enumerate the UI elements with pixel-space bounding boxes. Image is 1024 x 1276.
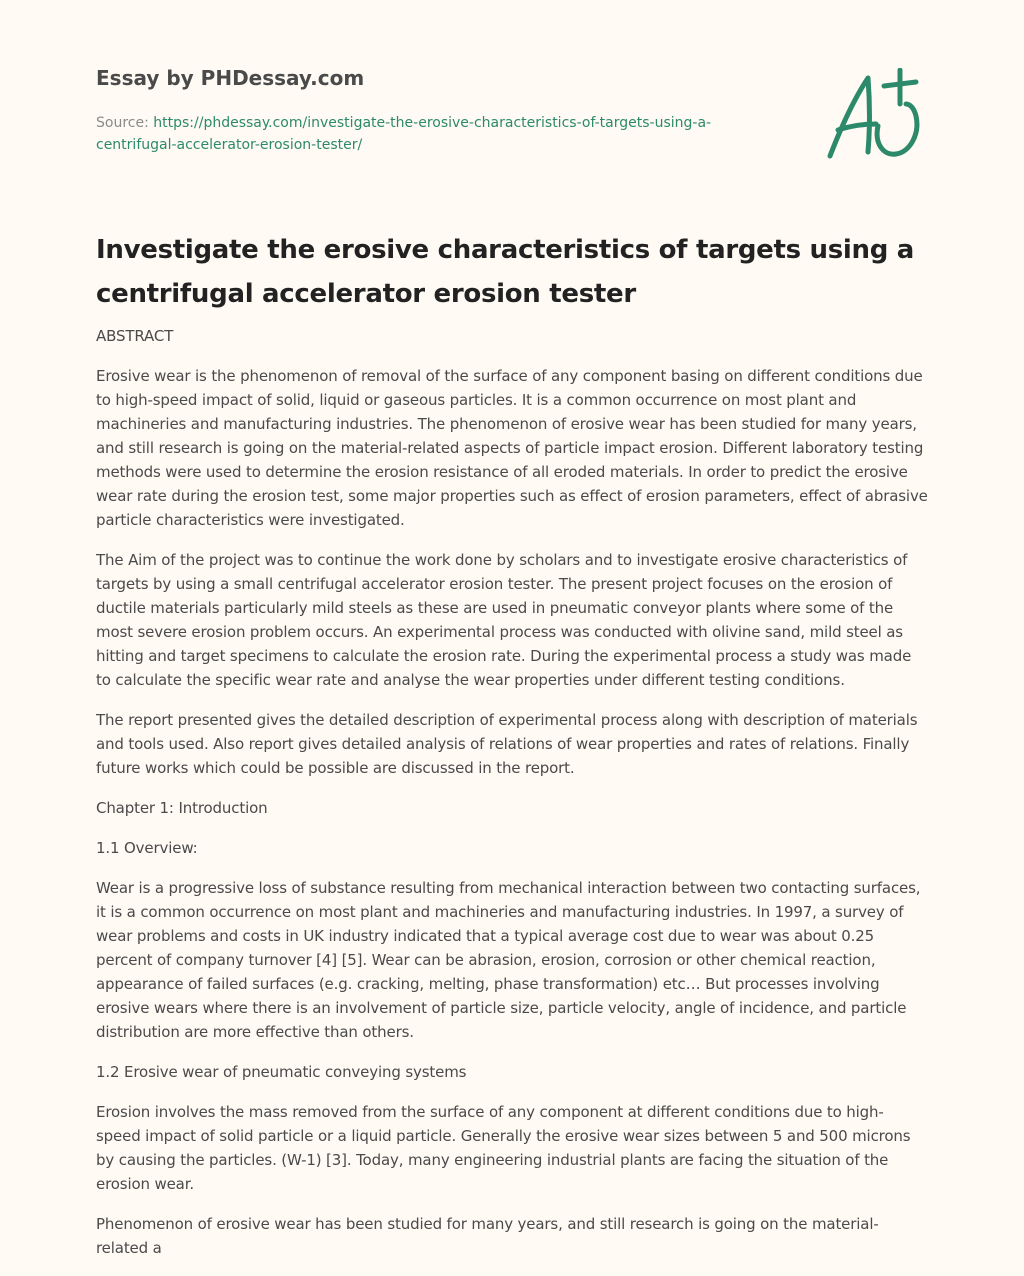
paragraph-abstract-heading: ABSTRACT (96, 327, 174, 345)
a-plus-logo-icon (824, 68, 928, 164)
source-link[interactable]: https://phdessay.com/investigate-the-erosive-characteristics-of-targets-using-a-centrifugal-accelerator-erosion-tester/ (96, 115, 712, 153)
paragraph: The report presented gives the detailed description of experimental process along with description of materials and tools used. Also report gives detailed analysis of relations of wear properties and rates of relations. Finally future works which could be possible are discussed in the report. (96, 711, 918, 777)
paragraph-section-heading: 1.2 Erosive wear of pneumatic conveying systems (96, 1063, 467, 1081)
paragraph: Phenomenon of erosive wear has been studied for many years, and still research is going on the material-related a (96, 1215, 879, 1257)
paragraph: Erosion involves the mass removed from the surface of any component at different conditions due to high-speed impact of solid particle or a liquid particle. Generally the erosive wear sizes between 5 and 500 microns by causing the particles. (W-1) [3]. Today, many engineering industrial plants are facing the situation of the erosion wear. (96, 1103, 911, 1193)
source-line (96, 112, 776, 156)
site-title: Essay by PHDessay.com (96, 66, 365, 90)
essay-title: Investigate the erosive characteristics of targets using a centrifugal accelerator erosion tester (96, 235, 915, 309)
page-container (96, 64, 928, 1257)
essay-body (96, 324, 928, 1276)
source-label: Source: (96, 115, 149, 131)
paragraph-section-heading: 1.1 Overview: (96, 839, 198, 857)
paragraph: The Aim of the project was to continue the work done by scholars and to investigate erosive characteristics of targets by using a small centrifugal accelerator erosion tester. The present project focuses on the erosion of ductile materials particularly mild steels as these are used in pneumatic conveyor plants where some of the most severe erosion problem occurs. An experimental process was conducted with olivine sand, mild steel as hitting and target specimens to calculate the erosion rate. During the experimental process a study was made to calculate the specific wear rate and analyse the wear properties under different testing conditions. (96, 551, 912, 689)
paragraph: Erosive wear is the phenomenon of removal of the surface of any component basing on different conditions due to high-speed impact of solid, liquid or gaseous particles. It is a common occurrence on most plant and machineries and manufacturing industries. The phenomenon of erosive wear has been studied for many years, and still research is going on the material-related aspects of particle impact erosion. Different laboratory testing methods were used to determine the erosion resistance of all eroded materials. In order to predict the erosive wear rate during the erosion test, some major properties such as effect of erosion parameters, effect of abrasive particle characteristics were investigated. (96, 367, 928, 529)
paragraph: Wear is a progressive loss of substance resulting from mechanical interaction between two contacting surfaces, it is a common occurrence on most plant and machineries and manufacturing industries. In 1997, a survey of wear problems and costs in UK industry indicated that a typical average cost due to wear was about 0.25 percent of company turnover [4] [5]. Wear can be abrasion, erosion, corrosion or other chemical reaction, appearance of failed surfaces (e.g. cracking, melting, phase transformation) etc… But processes involving erosive wears where there is an involvement of particle size, particle velocity, angle of incidence, and particle distribution are more effective than others. (96, 879, 921, 1041)
paragraph-chapter-heading: Chapter 1: Introduction (96, 799, 268, 817)
